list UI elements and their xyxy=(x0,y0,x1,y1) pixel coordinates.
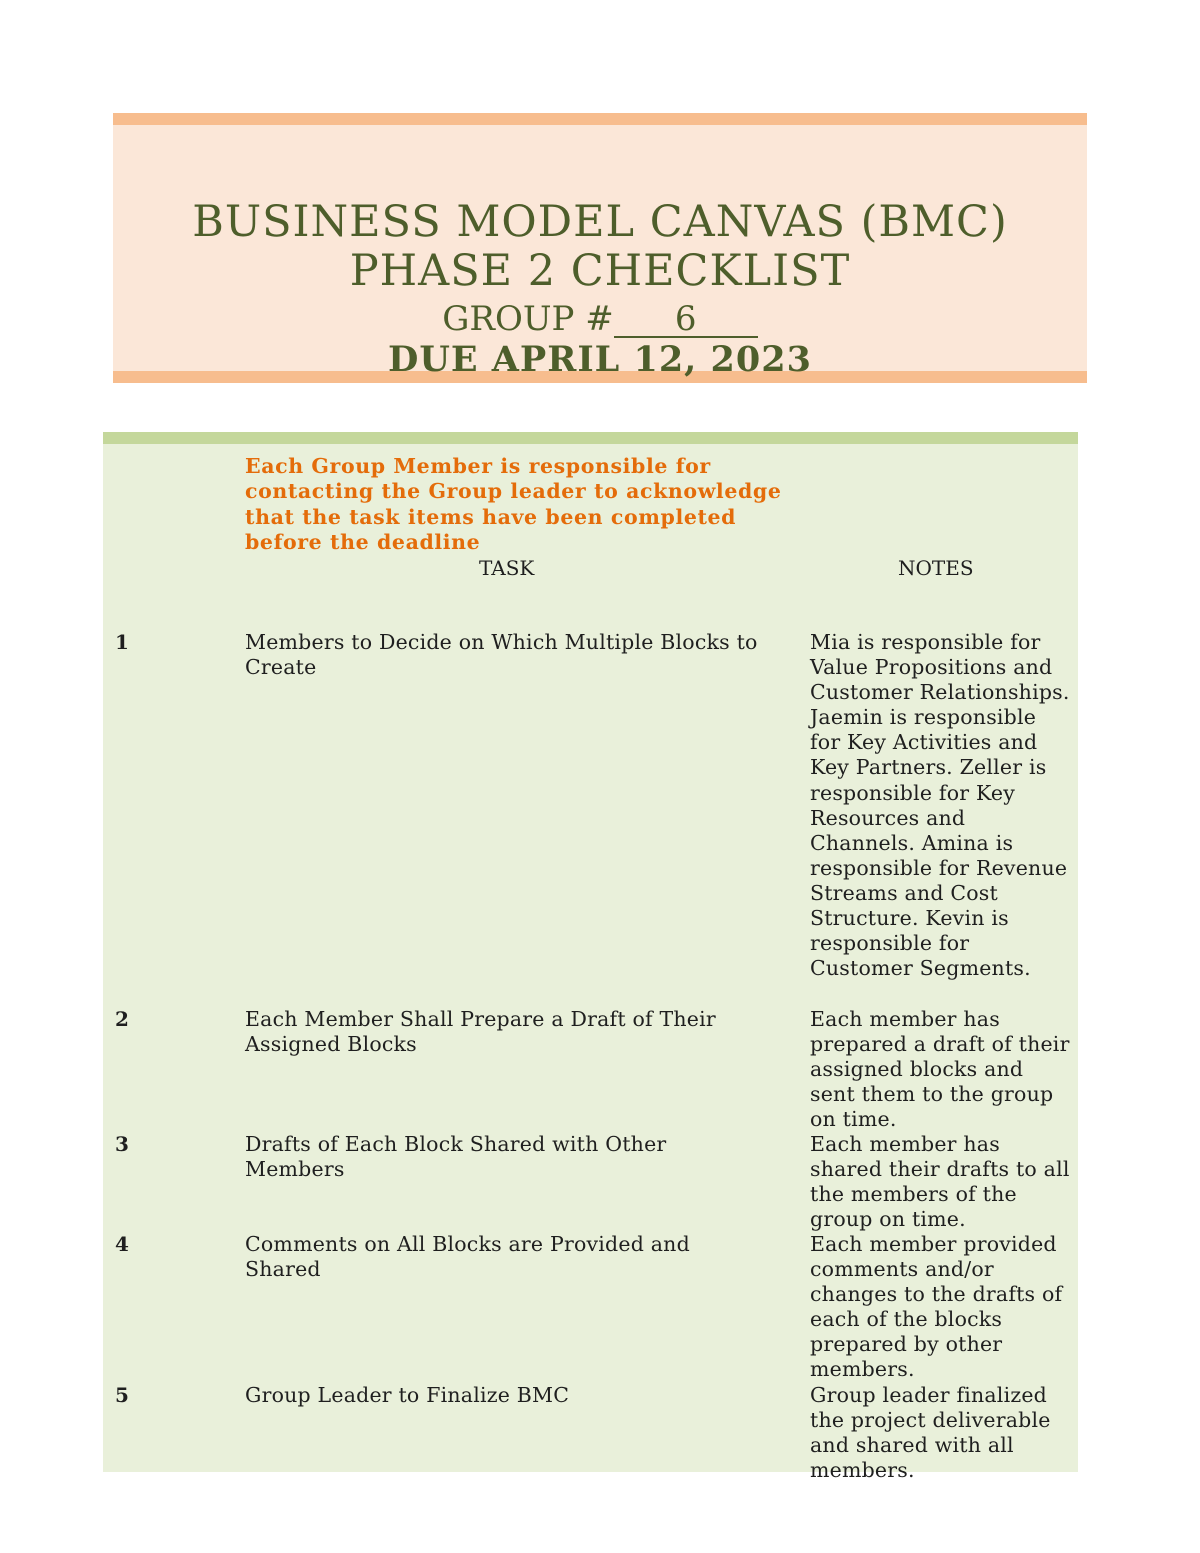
notes-column-header: NOTES xyxy=(898,556,974,580)
row-3-notes: Each member has shared their drafts to all the members of the group on time. xyxy=(810,1132,1070,1232)
row-4-notes: Each member provided comments and/or changes to the drafts of each of the blocks prepared by other members. xyxy=(810,1232,1063,1382)
row-3-number: 3 xyxy=(115,1132,129,1156)
group-blank-left xyxy=(614,302,672,338)
row-2-number: 2 xyxy=(115,1007,129,1031)
document-title: BUSINESS MODEL CANVAS (BMC) xyxy=(192,197,1008,247)
group-number: 6 xyxy=(672,302,700,338)
group-blank-right xyxy=(700,302,758,338)
instructions-text: Each Group Member is responsible for contacting the Group leader to acknowledge that the task items have been completed before the deadline xyxy=(245,454,782,554)
row-5-number: 5 xyxy=(115,1383,129,1407)
row-2-task: Each Member Shall Prepare a Draft of Their Assigned Blocks xyxy=(245,1007,716,1057)
row-5-task: Group Leader to Finalize BMC xyxy=(245,1383,570,1407)
row-1-notes: Mia is responsible for Value Propositions and Customer Relationships. Jaemin is responsible for Key Activities and Key Partners. Zeller is responsible for Key Resources and Channels. Amina is responsible for Revenue Streams and Cost Structure. Kevin is responsible for Customer Segments. xyxy=(810,630,1070,981)
row-1-task: Members to Decide on Which Multiple Blocks to Create xyxy=(245,630,758,680)
group-line xyxy=(113,299,1087,339)
document-subtitle: PHASE 2 CHECKLIST xyxy=(349,246,851,296)
row-4-number: 4 xyxy=(115,1232,129,1256)
checklist-table xyxy=(103,432,1078,1483)
due-date: DUE APRIL 12, 2023 xyxy=(388,339,812,380)
row-5-notes: Group leader finalized the project deliverable and shared with all members. xyxy=(810,1383,1051,1483)
row-3-task: Drafts of Each Block Shared with Other Members xyxy=(245,1132,667,1182)
row-1-number: 1 xyxy=(115,630,129,654)
row-2-notes: Each member has prepared a draft of their assigned blocks and sent them to the group on time. xyxy=(810,1007,1070,1132)
row-4-task: Comments on All Blocks are Provided and Shared xyxy=(245,1232,690,1282)
group-label: GROUP # xyxy=(442,299,614,339)
task-column-header: TASK xyxy=(479,556,535,580)
title-banner xyxy=(113,113,1087,383)
